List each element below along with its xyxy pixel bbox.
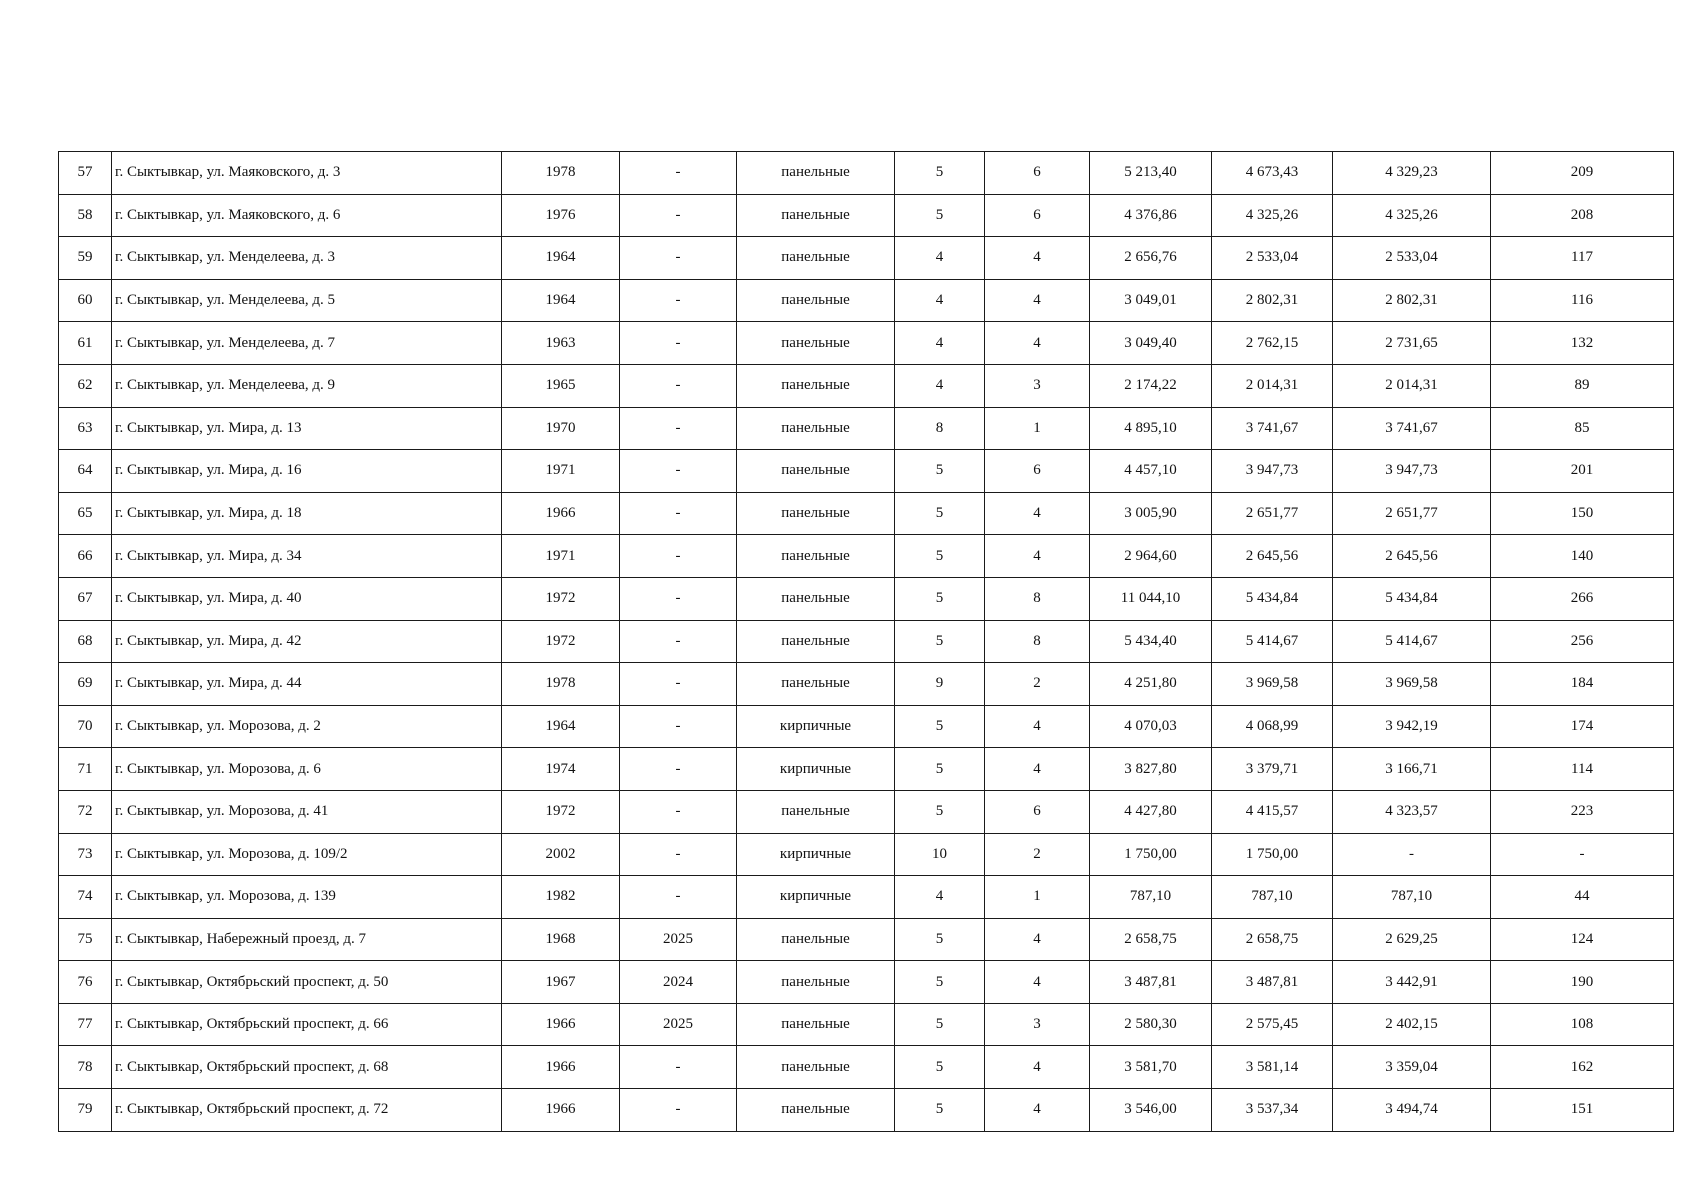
address-cell: г. Сыктывкар, ул. Мира, д. 16 (112, 450, 502, 493)
row-number-cell: 61 (59, 322, 112, 365)
wall-material-cell: панельные (737, 961, 895, 1004)
address-cell: г. Сыктывкар, ул. Мира, д. 18 (112, 492, 502, 535)
total-area-cell: 11 044,10 (1090, 577, 1212, 620)
repair-year-cell: - (620, 748, 737, 791)
row-number-cell: 67 (59, 577, 112, 620)
repair-year-cell: - (620, 790, 737, 833)
entrances-cell: 4 (985, 1089, 1090, 1132)
residents-count-cell: 108 (1491, 1003, 1674, 1046)
table-row (59, 790, 1674, 833)
construction-year-cell: 1966 (502, 1089, 620, 1132)
row-number-cell: 69 (59, 663, 112, 706)
repair-year-cell: - (620, 833, 737, 876)
total-area-cell: 4 376,86 (1090, 194, 1212, 237)
wall-material-cell: панельные (737, 237, 895, 280)
construction-year-cell: 1964 (502, 705, 620, 748)
entrances-cell: 6 (985, 194, 1090, 237)
wall-material-cell: панельные (737, 663, 895, 706)
residents-count-cell: 209 (1491, 152, 1674, 195)
entrances-cell: 8 (985, 577, 1090, 620)
premises-area-cell: 2 802,31 (1212, 279, 1333, 322)
residential-area-cell: 3 442,91 (1333, 961, 1491, 1004)
floors-cell: 5 (895, 492, 985, 535)
address-cell: г. Сыктывкар, ул. Мира, д. 44 (112, 663, 502, 706)
premises-area-cell: 2 533,04 (1212, 237, 1333, 280)
floors-cell: 9 (895, 663, 985, 706)
construction-year-cell: 1966 (502, 1046, 620, 1089)
premises-area-cell: 4 325,26 (1212, 194, 1333, 237)
construction-year-cell: 1965 (502, 364, 620, 407)
address-cell: г. Сыктывкар, ул. Менделеева, д. 9 (112, 364, 502, 407)
entrances-cell: 4 (985, 535, 1090, 578)
total-area-cell: 3 827,80 (1090, 748, 1212, 791)
row-number-cell: 65 (59, 492, 112, 535)
residential-area-cell: 787,10 (1333, 876, 1491, 919)
repair-year-cell: 2025 (620, 1003, 737, 1046)
repair-year-cell: - (620, 279, 737, 322)
residential-area-cell: 5 414,67 (1333, 620, 1491, 663)
row-number-cell: 59 (59, 237, 112, 280)
entrances-cell: 2 (985, 663, 1090, 706)
total-area-cell: 2 656,76 (1090, 237, 1212, 280)
premises-area-cell: 4 415,57 (1212, 790, 1333, 833)
entrances-cell: 4 (985, 1046, 1090, 1089)
floors-cell: 5 (895, 577, 985, 620)
wall-material-cell: панельные (737, 918, 895, 961)
table-row (59, 833, 1674, 876)
construction-year-cell: 1968 (502, 918, 620, 961)
total-area-cell: 5 434,40 (1090, 620, 1212, 663)
residential-area-cell: 3 166,71 (1333, 748, 1491, 791)
row-number-cell: 70 (59, 705, 112, 748)
construction-year-cell: 1971 (502, 450, 620, 493)
floors-cell: 5 (895, 748, 985, 791)
row-number-cell: 76 (59, 961, 112, 1004)
row-number-cell: 66 (59, 535, 112, 578)
total-area-cell: 4 427,80 (1090, 790, 1212, 833)
entrances-cell: 4 (985, 322, 1090, 365)
repair-year-cell: - (620, 322, 737, 365)
table-row (59, 748, 1674, 791)
row-number-cell: 62 (59, 364, 112, 407)
premises-area-cell: 1 750,00 (1212, 833, 1333, 876)
table-row (59, 279, 1674, 322)
residential-area-cell: 3 741,67 (1333, 407, 1491, 450)
residents-count-cell: 184 (1491, 663, 1674, 706)
row-number-cell: 57 (59, 152, 112, 195)
address-cell: г. Сыктывкар, ул. Морозова, д. 41 (112, 790, 502, 833)
table-row (59, 705, 1674, 748)
table-row (59, 194, 1674, 237)
entrances-cell: 4 (985, 748, 1090, 791)
total-area-cell: 3 005,90 (1090, 492, 1212, 535)
residential-area-cell: 3 947,73 (1333, 450, 1491, 493)
construction-year-cell: 1972 (502, 577, 620, 620)
floors-cell: 5 (895, 961, 985, 1004)
floors-cell: 4 (895, 364, 985, 407)
construction-year-cell: 1974 (502, 748, 620, 791)
construction-year-cell: 2002 (502, 833, 620, 876)
repair-year-cell: - (620, 407, 737, 450)
total-area-cell: 4 251,80 (1090, 663, 1212, 706)
residential-area-cell: 3 359,04 (1333, 1046, 1491, 1089)
construction-year-cell: 1963 (502, 322, 620, 365)
entrances-cell: 4 (985, 961, 1090, 1004)
construction-year-cell: 1970 (502, 407, 620, 450)
floors-cell: 5 (895, 918, 985, 961)
entrances-cell: 6 (985, 152, 1090, 195)
residents-count-cell: 124 (1491, 918, 1674, 961)
premises-area-cell: 3 741,67 (1212, 407, 1333, 450)
floors-cell: 5 (895, 152, 985, 195)
row-number-cell: 75 (59, 918, 112, 961)
total-area-cell: 2 580,30 (1090, 1003, 1212, 1046)
floors-cell: 5 (895, 705, 985, 748)
total-area-cell: 4 070,03 (1090, 705, 1212, 748)
residents-count-cell: 256 (1491, 620, 1674, 663)
construction-year-cell: 1978 (502, 152, 620, 195)
premises-area-cell: 3 969,58 (1212, 663, 1333, 706)
table-row (59, 918, 1674, 961)
total-area-cell: 2 964,60 (1090, 535, 1212, 578)
wall-material-cell: панельные (737, 279, 895, 322)
floors-cell: 4 (895, 322, 985, 365)
wall-material-cell: панельные (737, 1003, 895, 1046)
total-area-cell: 1 750,00 (1090, 833, 1212, 876)
premises-area-cell: 5 434,84 (1212, 577, 1333, 620)
address-cell: г. Сыктывкар, ул. Мира, д. 42 (112, 620, 502, 663)
table-row (59, 1089, 1674, 1132)
residential-area-cell: 2 731,65 (1333, 322, 1491, 365)
residential-area-cell: 2 629,25 (1333, 918, 1491, 961)
wall-material-cell: панельные (737, 194, 895, 237)
construction-year-cell: 1971 (502, 535, 620, 578)
premises-area-cell: 2 762,15 (1212, 322, 1333, 365)
repair-year-cell: - (620, 152, 737, 195)
premises-area-cell: 2 014,31 (1212, 364, 1333, 407)
repair-year-cell: - (620, 450, 737, 493)
wall-material-cell: панельные (737, 1089, 895, 1132)
entrances-cell: 1 (985, 407, 1090, 450)
row-number-cell: 73 (59, 833, 112, 876)
table-row (59, 237, 1674, 280)
table-row (59, 961, 1674, 1004)
construction-year-cell: 1966 (502, 1003, 620, 1046)
residents-count-cell: 223 (1491, 790, 1674, 833)
construction-year-cell: 1972 (502, 790, 620, 833)
wall-material-cell: кирпичные (737, 876, 895, 919)
floors-cell: 5 (895, 450, 985, 493)
premises-area-cell: 4 673,43 (1212, 152, 1333, 195)
floors-cell: 5 (895, 1003, 985, 1046)
residents-count-cell: 116 (1491, 279, 1674, 322)
entrances-cell: 4 (985, 279, 1090, 322)
table-row (59, 535, 1674, 578)
residents-count-cell: 190 (1491, 961, 1674, 1004)
construction-year-cell: 1972 (502, 620, 620, 663)
table-row (59, 620, 1674, 663)
table-body (59, 152, 1674, 1132)
row-number-cell: 60 (59, 279, 112, 322)
row-number-cell: 72 (59, 790, 112, 833)
address-cell: г. Сыктывкар, Октябрьский проспект, д. 68 (112, 1046, 502, 1089)
table-row (59, 577, 1674, 620)
wall-material-cell: панельные (737, 450, 895, 493)
total-area-cell: 4 457,10 (1090, 450, 1212, 493)
table-row (59, 152, 1674, 195)
address-cell: г. Сыктывкар, Октябрьский проспект, д. 72 (112, 1089, 502, 1132)
address-cell: г. Сыктывкар, ул. Маяковского, д. 3 (112, 152, 502, 195)
total-area-cell: 2 658,75 (1090, 918, 1212, 961)
floors-cell: 5 (895, 194, 985, 237)
wall-material-cell: панельные (737, 322, 895, 365)
row-number-cell: 63 (59, 407, 112, 450)
construction-year-cell: 1976 (502, 194, 620, 237)
residents-count-cell: 151 (1491, 1089, 1674, 1132)
row-number-cell: 64 (59, 450, 112, 493)
entrances-cell: 4 (985, 918, 1090, 961)
residents-count-cell: 266 (1491, 577, 1674, 620)
wall-material-cell: панельные (737, 577, 895, 620)
entrances-cell: 8 (985, 620, 1090, 663)
table-row (59, 450, 1674, 493)
premises-area-cell: 2 658,75 (1212, 918, 1333, 961)
address-cell: г. Сыктывкар, Октябрьский проспект, д. 50 (112, 961, 502, 1004)
residential-area-cell: 2 402,15 (1333, 1003, 1491, 1046)
table-row (59, 876, 1674, 919)
wall-material-cell: кирпичные (737, 833, 895, 876)
repair-year-cell: - (620, 705, 737, 748)
table-row (59, 1003, 1674, 1046)
table-row (59, 663, 1674, 706)
floors-cell: 5 (895, 1089, 985, 1132)
entrances-cell: 4 (985, 492, 1090, 535)
table-row (59, 407, 1674, 450)
residents-count-cell: 201 (1491, 450, 1674, 493)
wall-material-cell: кирпичные (737, 705, 895, 748)
residential-area-cell: 3 969,58 (1333, 663, 1491, 706)
row-number-cell: 78 (59, 1046, 112, 1089)
address-cell: г. Сыктывкар, ул. Менделеева, д. 3 (112, 237, 502, 280)
row-number-cell: 79 (59, 1089, 112, 1132)
total-area-cell: 3 049,40 (1090, 322, 1212, 365)
total-area-cell: 3 487,81 (1090, 961, 1212, 1004)
residential-area-cell: 2 645,56 (1333, 535, 1491, 578)
total-area-cell: 5 213,40 (1090, 152, 1212, 195)
construction-year-cell: 1964 (502, 279, 620, 322)
table-row (59, 492, 1674, 535)
address-cell: г. Сыктывкар, ул. Морозова, д. 6 (112, 748, 502, 791)
address-cell: г. Сыктывкар, ул. Морозова, д. 2 (112, 705, 502, 748)
floors-cell: 5 (895, 620, 985, 663)
address-cell: г. Сыктывкар, Октябрьский проспект, д. 66 (112, 1003, 502, 1046)
premises-area-cell: 3 537,34 (1212, 1089, 1333, 1132)
residential-area-cell: 2 651,77 (1333, 492, 1491, 535)
residents-count-cell: 140 (1491, 535, 1674, 578)
construction-year-cell: 1978 (502, 663, 620, 706)
wall-material-cell: панельные (737, 620, 895, 663)
premises-area-cell: 3 947,73 (1212, 450, 1333, 493)
total-area-cell: 2 174,22 (1090, 364, 1212, 407)
wall-material-cell: панельные (737, 1046, 895, 1089)
row-number-cell: 74 (59, 876, 112, 919)
address-cell: г. Сыктывкар, Набережный проезд, д. 7 (112, 918, 502, 961)
table-row (59, 364, 1674, 407)
address-cell: г. Сыктывкар, ул. Маяковского, д. 6 (112, 194, 502, 237)
premises-area-cell: 2 651,77 (1212, 492, 1333, 535)
premises-area-cell: 2 575,45 (1212, 1003, 1333, 1046)
wall-material-cell: панельные (737, 152, 895, 195)
entrances-cell: 4 (985, 237, 1090, 280)
address-cell: г. Сыктывкар, ул. Мира, д. 13 (112, 407, 502, 450)
construction-year-cell: 1967 (502, 961, 620, 1004)
entrances-cell: 2 (985, 833, 1090, 876)
residents-count-cell: 117 (1491, 237, 1674, 280)
floors-cell: 4 (895, 237, 985, 280)
repair-year-cell: - (620, 620, 737, 663)
premises-area-cell: 3 581,14 (1212, 1046, 1333, 1089)
entrances-cell: 3 (985, 1003, 1090, 1046)
residents-count-cell: 162 (1491, 1046, 1674, 1089)
repair-year-cell: - (620, 237, 737, 280)
row-number-cell: 58 (59, 194, 112, 237)
total-area-cell: 3 581,70 (1090, 1046, 1212, 1089)
residential-area-cell: 2 014,31 (1333, 364, 1491, 407)
residential-area-cell: 5 434,84 (1333, 577, 1491, 620)
residents-count-cell: 44 (1491, 876, 1674, 919)
table-row (59, 1046, 1674, 1089)
repair-year-cell: - (620, 364, 737, 407)
residents-count-cell: 114 (1491, 748, 1674, 791)
row-number-cell: 71 (59, 748, 112, 791)
premises-area-cell: 787,10 (1212, 876, 1333, 919)
total-area-cell: 3 049,01 (1090, 279, 1212, 322)
floors-cell: 5 (895, 1046, 985, 1089)
residential-area-cell: 4 329,23 (1333, 152, 1491, 195)
wall-material-cell: панельные (737, 407, 895, 450)
premises-area-cell: 4 068,99 (1212, 705, 1333, 748)
construction-year-cell: 1964 (502, 237, 620, 280)
repair-year-cell: - (620, 876, 737, 919)
residential-area-cell: 3 942,19 (1333, 705, 1491, 748)
residents-count-cell: - (1491, 833, 1674, 876)
address-cell: г. Сыктывкар, ул. Менделеева, д. 7 (112, 322, 502, 365)
construction-year-cell: 1966 (502, 492, 620, 535)
repair-year-cell: - (620, 1089, 737, 1132)
entrances-cell: 1 (985, 876, 1090, 919)
address-cell: г. Сыктывкар, ул. Морозова, д. 109/2 (112, 833, 502, 876)
entrances-cell: 4 (985, 705, 1090, 748)
residential-area-cell: - (1333, 833, 1491, 876)
floors-cell: 8 (895, 407, 985, 450)
repair-year-cell: 2025 (620, 918, 737, 961)
residents-count-cell: 174 (1491, 705, 1674, 748)
wall-material-cell: панельные (737, 364, 895, 407)
row-number-cell: 68 (59, 620, 112, 663)
construction-year-cell: 1982 (502, 876, 620, 919)
table-row (59, 322, 1674, 365)
repair-year-cell: - (620, 663, 737, 706)
wall-material-cell: панельные (737, 492, 895, 535)
floors-cell: 4 (895, 279, 985, 322)
premises-area-cell: 3 487,81 (1212, 961, 1333, 1004)
repair-year-cell: - (620, 194, 737, 237)
address-cell: г. Сыктывкар, ул. Мира, д. 40 (112, 577, 502, 620)
floors-cell: 5 (895, 535, 985, 578)
residents-count-cell: 132 (1491, 322, 1674, 365)
floors-cell: 5 (895, 790, 985, 833)
address-cell: г. Сыктывкар, ул. Мира, д. 34 (112, 535, 502, 578)
row-number-cell: 77 (59, 1003, 112, 1046)
repair-year-cell: 2024 (620, 961, 737, 1004)
total-area-cell: 3 546,00 (1090, 1089, 1212, 1132)
entrances-cell: 6 (985, 790, 1090, 833)
premises-area-cell: 3 379,71 (1212, 748, 1333, 791)
residential-area-cell: 4 323,57 (1333, 790, 1491, 833)
address-cell: г. Сыктывкар, ул. Морозова, д. 139 (112, 876, 502, 919)
residents-count-cell: 208 (1491, 194, 1674, 237)
repair-year-cell: - (620, 535, 737, 578)
entrances-cell: 6 (985, 450, 1090, 493)
premises-area-cell: 2 645,56 (1212, 535, 1333, 578)
residential-area-cell: 2 533,04 (1333, 237, 1491, 280)
residents-count-cell: 89 (1491, 364, 1674, 407)
floors-cell: 10 (895, 833, 985, 876)
residential-area-cell: 3 494,74 (1333, 1089, 1491, 1132)
entrances-cell: 3 (985, 364, 1090, 407)
repair-year-cell: - (620, 1046, 737, 1089)
wall-material-cell: панельные (737, 790, 895, 833)
wall-material-cell: кирпичные (737, 748, 895, 791)
residents-count-cell: 85 (1491, 407, 1674, 450)
address-cell: г. Сыктывкар, ул. Менделеева, д. 5 (112, 279, 502, 322)
premises-area-cell: 5 414,67 (1212, 620, 1333, 663)
wall-material-cell: панельные (737, 535, 895, 578)
residential-area-cell: 4 325,26 (1333, 194, 1491, 237)
repair-year-cell: - (620, 492, 737, 535)
housing-registry-table (58, 151, 1674, 1132)
repair-year-cell: - (620, 577, 737, 620)
floors-cell: 4 (895, 876, 985, 919)
total-area-cell: 4 895,10 (1090, 407, 1212, 450)
residents-count-cell: 150 (1491, 492, 1674, 535)
residential-area-cell: 2 802,31 (1333, 279, 1491, 322)
total-area-cell: 787,10 (1090, 876, 1212, 919)
